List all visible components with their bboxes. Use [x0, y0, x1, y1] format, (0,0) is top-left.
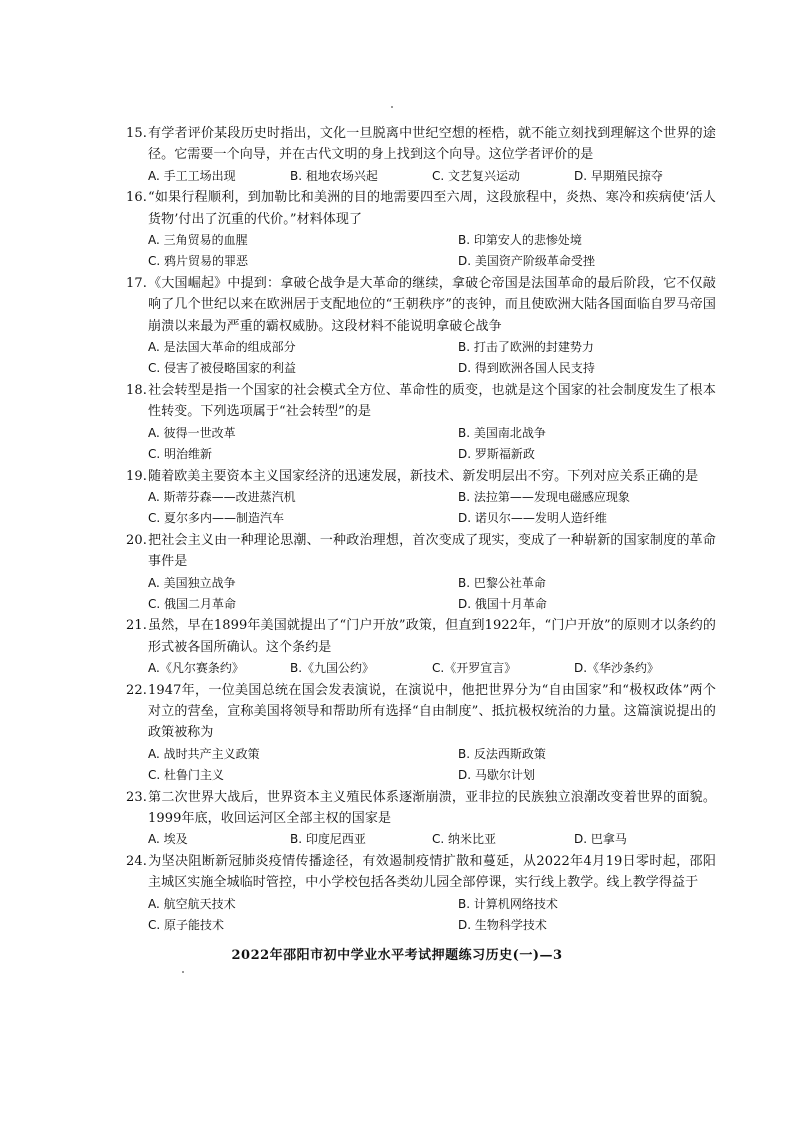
- options: [148, 894, 716, 937]
- option-a: A. 埃及: [148, 832, 188, 847]
- question-number: 19.: [126, 468, 147, 484]
- option-d: D. 马歇尔计划: [458, 768, 535, 783]
- question-number: 24.: [126, 853, 147, 869]
- scan-speck: [182, 971, 184, 973]
- option-c: C. 杜鲁门主义: [148, 768, 225, 783]
- option-c: C. 纳米比亚: [432, 832, 497, 847]
- question-stem: 有学者评价某段历史时指出，文化一旦脱离中世纪空想的桎梏，就不能立刻找到理解这个世界的途径。它需要一个向导，并在古代文明的身上找到这个向导。这位学者评价的是: [148, 126, 716, 163]
- option-a: A. 手工工场出现: [148, 168, 236, 183]
- options: [148, 230, 716, 273]
- option-a: A.《凡尔赛条约》: [148, 661, 244, 676]
- option-b: B. 反法西斯政策: [458, 746, 546, 761]
- question-16: [126, 187, 716, 273]
- option-b: B. 巴黎公社革命: [458, 575, 546, 590]
- question-stem: 把社会主义由一种理论思潮、一种政治理想，首次变成了现实，变成了一种崭新的国家制度的革命事件是: [148, 532, 716, 570]
- question-21: [126, 615, 716, 679]
- page-footer: 2022年邵阳市初中学业水平考试押题练习历史(一)—3: [231, 948, 563, 963]
- option-d: D. 诺贝尔——发明人造纤维: [458, 511, 607, 526]
- options: [148, 658, 716, 679]
- question-number: 17.: [126, 275, 147, 291]
- option-d: D. 罗斯福新政: [458, 447, 535, 462]
- option-b: B. 租地农场兴起: [290, 168, 378, 183]
- question-number: 15.: [126, 126, 147, 141]
- option-c: C.《开罗宣言》: [432, 661, 517, 676]
- option-c: C. 鸦片贸易的罪恶: [148, 254, 249, 269]
- option-a: A. 战时共产主义政策: [148, 746, 260, 761]
- question-23: [126, 787, 716, 851]
- question-stem: 随着欧美主要资本主义国家经济的迅速发展，新技术、新发明层出不穷。下列对应关系正确的是: [148, 468, 699, 484]
- option-b: B. 计算机网络技术: [458, 896, 558, 911]
- options: [148, 829, 716, 850]
- option-a: A. 彼得一世改革: [148, 425, 236, 440]
- question-number: 22.: [126, 682, 147, 698]
- question-stem: “如果行程顺利，到加勒比和美洲的目的地需要四至六周，这段旅程中，炎热、寒冷和疾病使‘活人货物’付出了沉重的代价。”材料体现了: [148, 190, 716, 227]
- options: [148, 337, 716, 380]
- question-stem: 虽然，早在1899年美国就提出了“门户开放”政策，但直到1922年，“门户开放”的原则才以条约的形式被各国所确认。这个条约是: [148, 618, 716, 655]
- option-b: B. 打击了欧洲的封建势力: [458, 340, 594, 355]
- option-d: D. 早期殖民掠夺: [574, 168, 663, 183]
- option-c: C. 明治维新: [148, 447, 213, 462]
- question-stem: 1947年，一位美国总统在国会发表演说，在演说中，他把世界分为“自由国家”和“极权政体”两个对立的营垒，宣称美国将领导和帮助所有选择“自由制度”、抵抗极权统治的力量。这篇演说提出的政策被称为: [148, 682, 716, 741]
- option-d: D. 俄国十月革命: [458, 596, 547, 611]
- question-stem: 为坚决阻断新冠肺炎疫情传播途径，有效遏制疫情扩散和蔓延，从2022年4月19日零时起，邵阳主城区实施全城临时管控，中小学校包括各类幼儿园全部停课，实行线上教学。线上教学得益于: [148, 853, 716, 891]
- option-b: B. 法拉第——发现电磁感应现象: [458, 489, 630, 504]
- option-c: C. 夏尔多内——制造汽车: [148, 511, 285, 526]
- option-c: C. 俄国二月革命: [148, 596, 237, 611]
- option-a: A. 三角贸易的血腥: [148, 233, 248, 248]
- option-a: A. 斯蒂芬森——改进蒸汽机: [148, 489, 296, 504]
- question-17: [126, 273, 716, 380]
- question-24: [126, 851, 716, 937]
- option-b: B.《九国公约》: [290, 661, 375, 676]
- options: [148, 487, 716, 530]
- option-b: B. 美国南北战争: [458, 425, 546, 440]
- option-d: D.《华沙条约》: [574, 661, 660, 676]
- option-c: C. 原子能技术: [148, 918, 225, 933]
- question-18: [126, 380, 716, 466]
- options: [148, 744, 716, 787]
- question-22: [126, 680, 716, 787]
- question-19: [126, 466, 716, 530]
- option-a: A. 航空航天技术: [148, 896, 236, 911]
- scan-speck: [391, 106, 393, 108]
- question-15: [126, 123, 716, 187]
- option-b: B. 印度尼西亚: [290, 832, 366, 847]
- question-list: [126, 123, 716, 936]
- question-20: [126, 530, 716, 616]
- question-number: 23.: [126, 789, 147, 805]
- question-stem: 第二次世界大战后，世界资本主义殖民体系逐渐崩溃，亚非拉的民族独立浪潮改变着世界的面貌。1999年底，收回运河区全部主权的国家是: [148, 789, 716, 826]
- option-d: D. 生物科学技术: [458, 918, 547, 933]
- question-number: 21.: [126, 618, 147, 634]
- options: [148, 423, 716, 466]
- option-a: A. 美国独立战争: [148, 575, 236, 590]
- question-number: 18.: [126, 382, 147, 398]
- question-stem: 社会转型是指一个国家的社会模式全方位、革命性的质变，也就是这个国家的社会制度发生了根本性转变。下列选项属于“社会转型”的是: [148, 382, 716, 420]
- question-number: 16.: [126, 190, 147, 206]
- option-d: D. 得到欧洲各国人民支持: [458, 361, 595, 376]
- option-c: C. 文艺复兴运动: [432, 168, 521, 183]
- option-a: A. 是法国大革命的组成部分: [148, 340, 296, 355]
- options: [148, 166, 716, 187]
- option-d: D. 美国资产阶级革命受挫: [458, 254, 595, 269]
- option-d: D. 巴拿马: [574, 832, 627, 847]
- question-number: 20.: [126, 532, 147, 548]
- option-c: C. 侵害了被侵略国家的利益: [148, 361, 297, 376]
- question-stem: 《大国崛起》中提到：拿破仑战争是大革命的继续，拿破仑帝国是法国革命的最后阶段，它不仅敲响了几个世纪以来在欧洲居于支配地位的“王朝秩序”的丧钟，而且使欧洲大陆各国面临自罗马帝国崩溃以来最为严重的霸权威胁。这段材料不能说明拿破仑战争: [148, 275, 716, 334]
- options: [148, 573, 716, 616]
- option-b: B. 印第安人的悲惨处境: [458, 233, 582, 248]
